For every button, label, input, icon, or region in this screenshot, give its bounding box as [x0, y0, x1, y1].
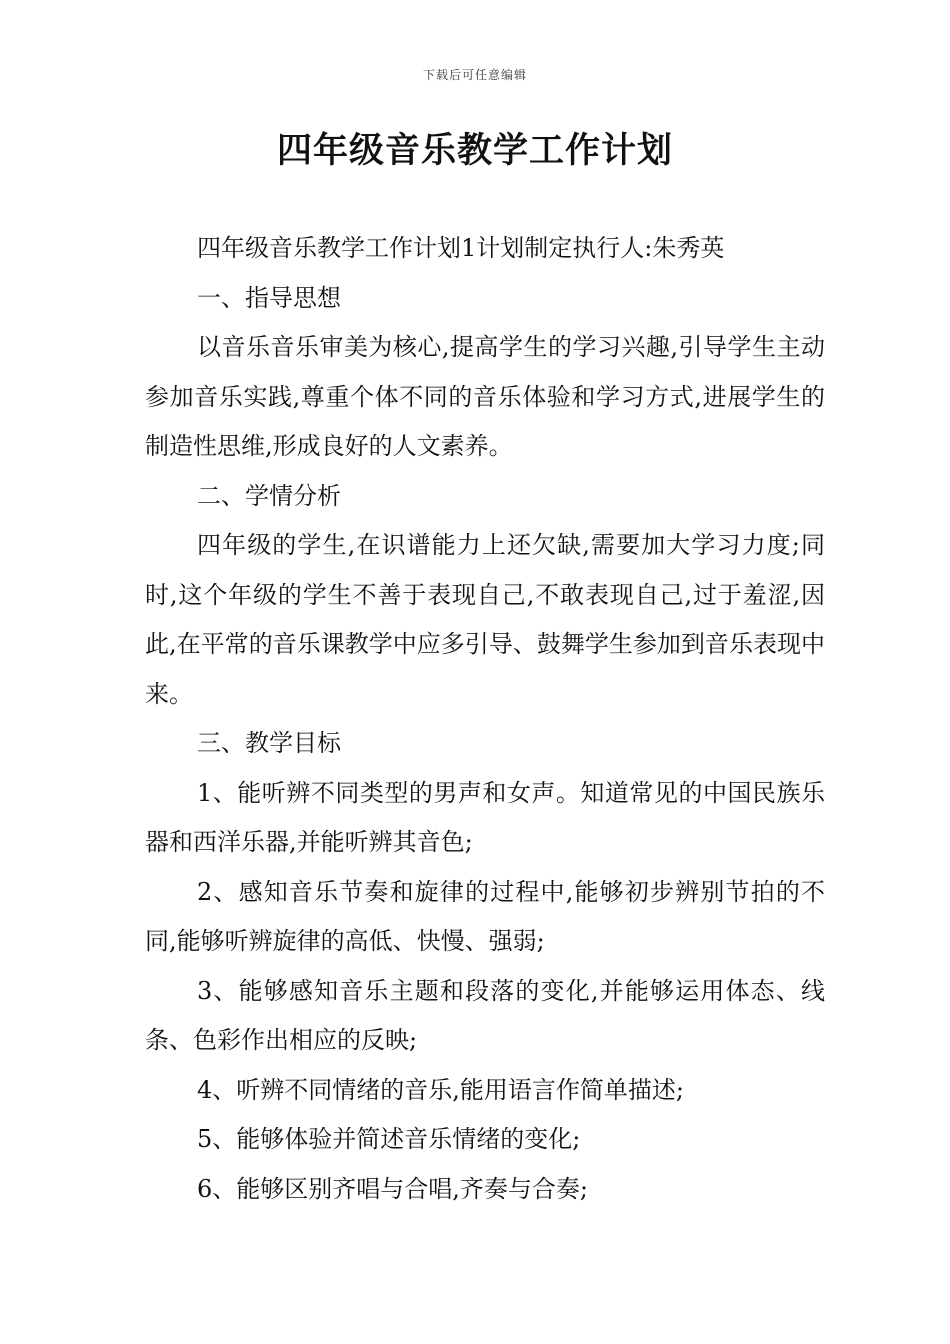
paragraph-student-analysis: 四年级的学生,在识谱能力上还欠缺,需要加大学习力度;同时,这个年级的学生不善于表现自己,不敢表现自己,过于羞涩,因此,在平常的音乐课教学中应多引导、鼓舞学生参加到音乐表现中来。	[145, 531, 825, 708]
goal-item-3: 3、能够感知音乐主题和段落的变化,并能够运用体态、线条、色彩作出相应的反映;	[145, 976, 825, 1054]
paragraph-plan-heading: 四年级音乐教学工作计划1计划制定执行人:朱秀英	[197, 234, 725, 262]
goal-item-1: 1、能听辨不同类型的男声和女声。知道常见的中国民族乐器和西洋乐器,并能听辨其音色;	[145, 778, 825, 856]
paragraph-guiding-thought: 以音乐音乐审美为核心,提高学生的学习兴趣,引导学生主动参加音乐实践,尊重个体不同的音乐体验和学习方式,进展学生的制造性思维,形成良好的人文素养。	[145, 333, 825, 460]
document-body	[145, 224, 825, 1214]
goal-item-4: 4、听辨不同情绪的音乐,能用语言作简单描述;	[197, 1075, 684, 1104]
header-note: 下载后可任意编辑	[422, 68, 527, 82]
section-heading-student-analysis: 二、学情分析	[197, 481, 341, 510]
section-heading-guiding-thought: 一、指导思想	[197, 283, 341, 312]
goal-item-2: 2、感知音乐节奏和旋律的过程中,能够初步辨别节拍的不同,能够听辨旋律的高低、快慢、强弱;	[145, 877, 825, 955]
document-title: 四年级音乐教学工作计划	[276, 131, 673, 171]
section-heading-teaching-goals: 三、教学目标	[197, 729, 341, 757]
goal-item-6: 6、能够区别齐唱与合唱,齐奏与合奏;	[197, 1174, 588, 1203]
goal-item-5: 5、能够体验并简述音乐情绪的变化;	[197, 1125, 581, 1153]
